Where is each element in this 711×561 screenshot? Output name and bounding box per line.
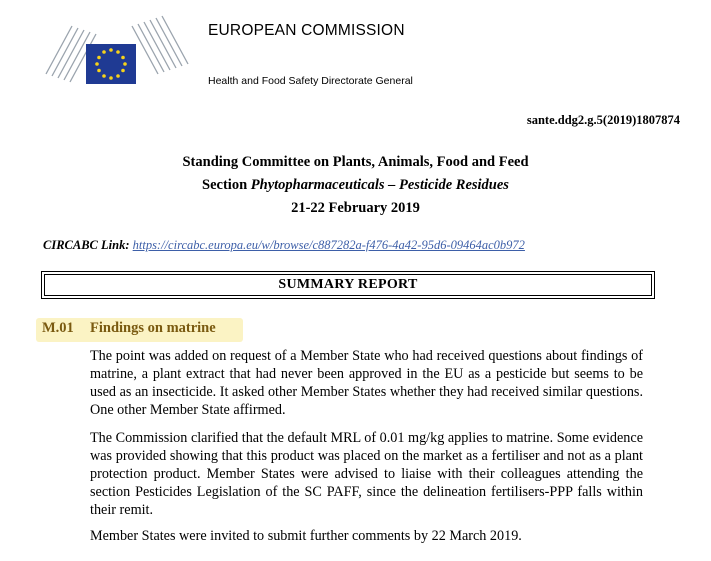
report-title-box [41, 271, 655, 299]
circabc-link[interactable]: https://circabc.europa.eu/w/browse/c887282a-f476-4a42-95d6-09464ac0b972 [132, 238, 525, 252]
organization-name: EUROPEAN COMMISSION [208, 22, 405, 39]
section-name: Phytopharmaceuticals – Pesticide Residues [250, 177, 509, 193]
document-reference: sante.ddg2.g.5(2019)1807874 [526, 113, 680, 127]
section-number: M.01 [42, 320, 74, 336]
paragraph: The Commission clarified that the default MRL of 0.01 mg/kg applies to matrine. Some evidence was provided showing that this product was placed on the market as a fertiliser and not as a plant protection product. Member States were advised to liaise with their colleagues attending the section Pesticides Legislation of the SC PAFF, since the delineation fertilisers-PPP falls within their remit. [90, 430, 643, 518]
section-title: Findings on matrine [90, 320, 216, 336]
paragraph: The point was added on request of a Member State who had received questions about findings of matrine, a plant extract that had never been approved in the EU as a pesticide but seems to be used as an insecticide. It asked other Member States whether they had received similar questions. One other Member State affirmed. [90, 348, 643, 418]
section-prefix: Section [202, 177, 251, 193]
eu-commission-logo [42, 14, 190, 90]
committee-name: Standing Committee on Plants, Animals, Food and Feed [182, 154, 529, 170]
report-title: SUMMARY REPORT [44, 274, 652, 296]
section-line [0, 174, 711, 197]
meeting-heading [0, 151, 711, 220]
circabc-line [43, 238, 525, 253]
directorate-name: Health and Food Safety Directorate General [208, 75, 413, 87]
circabc-label: CIRCABC Link: [43, 238, 130, 252]
meeting-date: 21-22 February 2019 [291, 200, 420, 216]
paragraph: Member States were invited to submit further comments by 22 March 2019. [90, 528, 522, 544]
